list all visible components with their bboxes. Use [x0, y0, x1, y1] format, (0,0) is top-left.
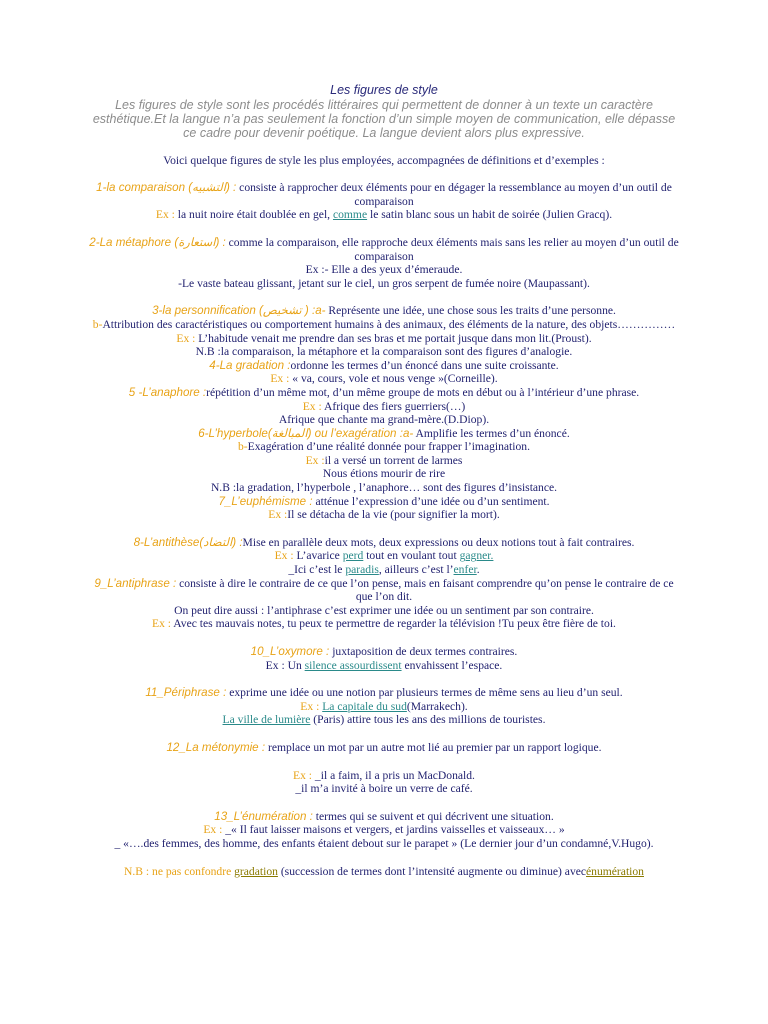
periphrase-example-2: La ville de lumière (Paris) attire tous les ans des millions de touristes. [222, 713, 546, 727]
metaphore-label: 2-La métaphore (استعارة) : [89, 235, 226, 249]
link-gagner[interactable]: gagner. [459, 549, 494, 563]
hyperbole-definition-a: 6-L’hyperbole(المبالغة) ou l’exagération :a- Amplifie les termes d’un énoncé. [198, 426, 570, 440]
personnification-definition-a: 3-la personnification (تشخيص ) :a- Représente une idée, une chose sous les traits d’une personne. [152, 304, 616, 318]
link-enfer[interactable]: enfer [453, 563, 477, 577]
page-title: Les figures de style [330, 83, 438, 97]
hyperbole-example-1: Ex :il a versé un torrent de larmes [305, 453, 463, 467]
lead-text: Voici quelque figures de style les plus employées, accompagnées de définitions et d’exemples : [163, 153, 605, 167]
hyperbole-example-2: Nous étions mourir de rire [322, 467, 446, 481]
link-gradation[interactable]: gradation [234, 864, 278, 878]
antithese-label: 8-L’antithèse(التضاد) : [133, 535, 243, 549]
personnification-definition-b: b-Attribution des caractéristiques ou comportement humains à des animaux, des éléments de la nature, des objets…………… [92, 317, 676, 331]
link-comme[interactable]: comme [332, 208, 368, 222]
comparaison-example: Ex : la nuit noire était doublée en gel, comme le satin blanc sous un habit de soirée (Julien Gracq). [155, 208, 613, 222]
enumeration-example-2: _ «….des femmes, des homme, des enfants étaient debout sur le parapet » (Le dernier jour d’un condamné,V.Hugo). [114, 836, 654, 850]
metaphore-example-2: -Le vaste bateau glissant, jetant sur le ciel, un gros serpent de fumée noire (Maupassant). [178, 276, 590, 290]
oxymore-label: 10_L’oxymore : [250, 645, 330, 658]
oxymore-definition: 10_L’oxymore : juxtaposition de deux termes contraires. [250, 645, 518, 658]
link-perd[interactable]: perd [342, 549, 364, 563]
intro-paragraph: Les figures de style sont les procédés littéraires qui permettent de donner à un texte un caractère esthétique.Et la langue n’a pas seulement la fonction d’un simple moyen de communication, elle dépasse ce cadre pour devenir poétique. La langue devient alors plus expressive. [92, 97, 676, 140]
periphrase-example-1: Ex : La capitale du sud(Marrakech). [300, 699, 468, 713]
enumeration-label: 13_L’énumération : [214, 809, 313, 823]
gradation-definition: 4-La gradation :ordonne les termes d’un énoncé dans une suite croissante. [209, 358, 559, 372]
euphemisme-definition: 7_L’euphémisme : atténue l’expression d’une idée ou d’un sentiment. [218, 494, 550, 508]
antithese-example-1: Ex : L’avarice perd tout en voulant tout gagner. [274, 549, 494, 563]
final-note: N.B : ne pas confondre gradation (succession de termes dont l’intensité augmente ou diminue) avecénumération [124, 864, 644, 878]
document-body [88, 84, 680, 878]
metonymie-example-1: Ex : _il a faim, il a pris un MacDonald. [293, 768, 475, 782]
euphemisme-label: 7_L’euphémisme : [218, 494, 313, 508]
metonymie-example-2: _il m’a invité à boire un verre de café. [295, 782, 473, 796]
personnification-note: N.B :la comparaison, la métaphore et la comparaison sont des figures d’analogie. [195, 345, 573, 359]
antiphrase-label: 9_L’antiphrase : [94, 576, 177, 590]
link-enumeration[interactable]: énumération [586, 864, 644, 878]
antithese-definition: 8-L’antithèse(التضاد) :Mise en parallèle deux mots, deux expressions ou deux notions tout à fait contraires. [133, 535, 635, 549]
comparaison-definition: 1-la comparaison (التشبيه) : consiste à rapprocher deux éléments pour en dégager la ressemblance au moyen d’un outil de comparaison [96, 181, 672, 208]
antiphrase-note: On peut dire aussi : l’antiphrase c’est exprimer une idée ou un sentiment par son contraire. [174, 603, 594, 617]
link-paradis[interactable]: paradis [345, 563, 379, 577]
anaphore-label: 5 -L’anaphore : [128, 385, 207, 399]
enumeration-definition: 13_L’énumération : termes qui se suivent et qui décrivent une situation. [214, 809, 554, 823]
hyperbole-definition-b: b-Exagération d’une réalité donnée pour frapper l’imagination. [238, 440, 530, 454]
antiphrase-definition: 9_L’antiphrase : consiste à dire le contraire de ce que l’on pense, mais en faisant comprendre qu’on pense le contraire de ce que l’on dit. [94, 576, 674, 604]
metonymie-definition: 12_La métonymie : remplace un mot par un autre mot lié au premier par un rapport logique. [166, 740, 602, 754]
anaphore-example-2: Afrique que chante ma grand-mère.(D.Diop). [278, 413, 490, 427]
personnification-example: Ex : L’habitude venait me prendre dan ses bras et me portait jusque dans mon lit.(Proust). [176, 331, 592, 345]
metonymie-label: 12_La métonymie : [166, 740, 266, 754]
link-silence-assourdissent[interactable]: silence assourdissent [304, 658, 402, 672]
hyperbole-label: 6-L’hyperbole(المبالغة) ou l’exagération :a- [198, 426, 414, 440]
enumeration-example-1: Ex : _« Il faut laisser maisons et vergers, et jardins vaisselles et vaisseaux… » [203, 823, 565, 837]
antiphrase-example: Ex : Avec tes mauvais notes, tu peux te permettre de regarder la télévision !Tu peux être fière de toi. [152, 617, 616, 631]
gradation-label: 4-La gradation : [209, 358, 291, 372]
periphrase-definition: 11_Périphrase : exprime une idée ou une notion par plusieurs termes de même sens au lieu d’un seul. [145, 686, 623, 700]
anaphore-definition: 5 -L’anaphore :répétition d’un même mot, d’un même groupe de mots en début ou à l’intérieur d’une phrase. [128, 385, 640, 399]
gradation-example: Ex : « va, cours, vole et nous venge »(Corneille). [270, 372, 498, 386]
hyperbole-note: N.B :la gradation, l’hyperbole , l’anaphore… sont des figures d’insistance. [210, 481, 558, 495]
comparaison-label: 1-la comparaison (التشبيه) : [96, 181, 237, 195]
euphemisme-example: Ex :Il se détacha de la vie (pour signifier la mort). [268, 508, 500, 522]
oxymore-example: Ex : Un silence assourdissent envahissent l’espace. [265, 658, 503, 672]
metaphore-definition: 2-La métaphore (استعارة) : comme la comparaison, elle rapproche deux éléments mais sans les relier au moyen d’un outil de comparaison [89, 235, 679, 263]
periphrase-label: 11_Périphrase : [145, 686, 227, 700]
link-la-capitale-du-sud[interactable]: La capitale du sud [322, 699, 407, 713]
metaphore-example-1: Ex :- Elle a des yeux d’émeraude. [305, 263, 463, 277]
link-la-ville-de-lumiere[interactable]: La ville de lumière [222, 713, 311, 727]
antithese-example-2: _Ici c’est le paradis, ailleurs c’est l’enfer. [288, 563, 480, 577]
personnification-label: 3-la personnification (تشخيص ) :a- [152, 304, 326, 318]
anaphore-example-1: Ex : Afrique des fiers guerriers(…) [302, 399, 466, 413]
